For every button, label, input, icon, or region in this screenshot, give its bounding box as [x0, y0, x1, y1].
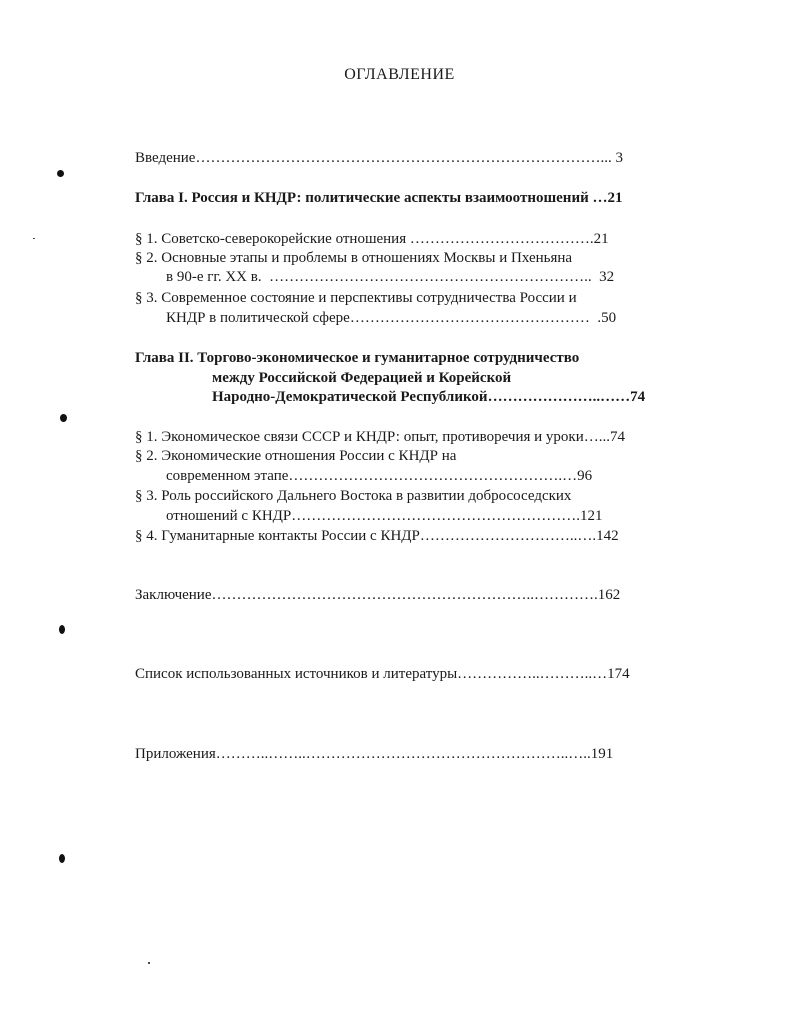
- toc-ch2-section-3-line2: отношений с КНДР………………………………………………….121: [166, 508, 603, 524]
- toc-ch2-section-4: § 4. Гуманитарные контакты России с КНДР…………………………..….142: [135, 528, 619, 544]
- toc-ch1-section-1: § 1. Советско-северокорейские отношения ……………………………….21: [135, 231, 609, 247]
- toc-ch2-section-2-line2: современном этапе……………………………………………….…96: [166, 468, 593, 484]
- scan-speck: [148, 962, 150, 964]
- toc-ch1-section-2-line1: § 2. Основные этапы и проблемы в отношениях Москвы и Пхеньяна: [135, 250, 573, 266]
- scan-speck: [60, 414, 67, 422]
- toc-ch1-section-3-line2: КНДР в политической сфере………………………………………… .50: [166, 310, 617, 326]
- scan-speck: [59, 625, 65, 634]
- toc-entry-conclusion: Заключение………………………………………………………..………….162: [135, 587, 621, 603]
- toc-ch2-section-1: § 1. Экономическое связи СССР и КНДР: опыт, противоречия и уроки…...74: [135, 429, 625, 445]
- toc-ch1-section-2-line2: в 90-е гг. XX в. ……………………………………………………….. 32: [166, 269, 615, 285]
- toc-chapter-2-line1: Глава II. Торгово-экономическое и гуманитарное сотрудничество: [135, 350, 580, 366]
- toc-entry-sources: Список использованных источников и литературы……………..………..…174: [135, 666, 630, 682]
- page-title: ОГЛАВЛЕНИЕ: [344, 66, 455, 83]
- toc-chapter-1: Глава I. Россия и КНДР: политические аспекты взаимоотношений …21: [135, 190, 623, 206]
- scan-speck: [33, 238, 35, 239]
- toc-chapter-2-line3: Народно-Демократической Республикой…………………..……74: [212, 389, 646, 405]
- toc-ch2-section-2-line1: § 2. Экономические отношения России с КНДР на: [135, 448, 457, 464]
- scan-speck: [57, 170, 64, 177]
- toc-entry-introduction: Введение………………………………………………………………………... 3: [135, 150, 623, 166]
- toc-entry-appendix: Приложения………..……..……………………………………………..…..191: [135, 746, 614, 762]
- scan-speck: [59, 854, 65, 863]
- toc-chapter-2-line2: между Российской Федерацией и Корейской: [212, 370, 512, 386]
- toc-ch1-section-3-line1: § 3. Современное состояние и перспективы сотрудничества России и: [135, 290, 577, 306]
- toc-ch2-section-3-line1: § 3. Роль российского Дальнего Востока в развитии добрососедских: [135, 488, 572, 504]
